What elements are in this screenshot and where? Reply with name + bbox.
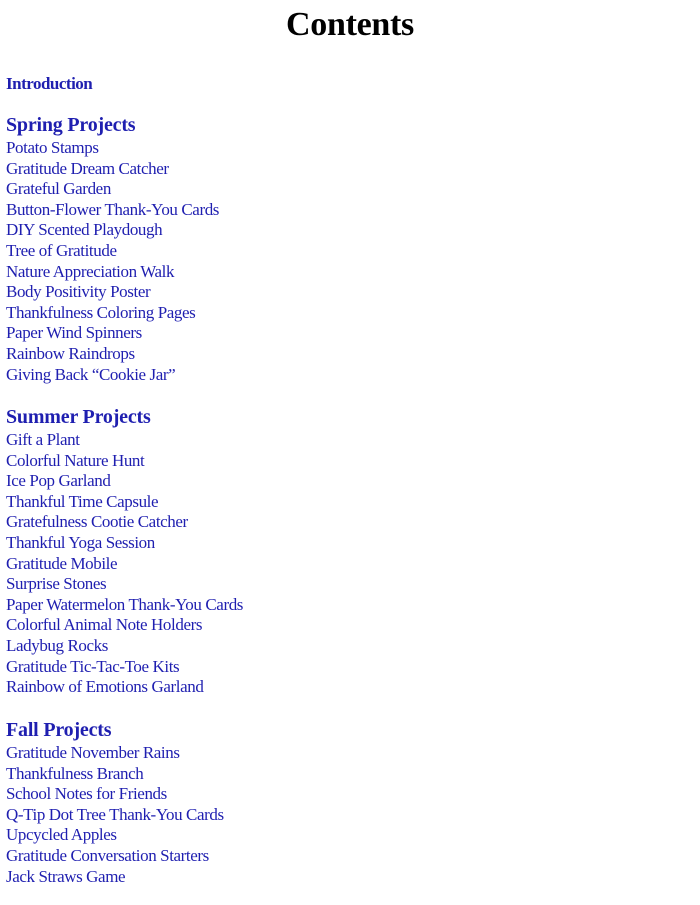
toc-link[interactable]: Gratitude Conversation Starters <box>6 845 209 865</box>
list-item <box>6 365 219 386</box>
list-item <box>6 200 219 221</box>
list-item <box>6 492 243 513</box>
toc-link[interactable]: Gratitude Mobile <box>6 553 118 573</box>
page-title: Contents <box>286 6 414 43</box>
toc-link[interactable]: Thankful Time Capsule <box>6 491 159 511</box>
list-item <box>6 241 219 262</box>
list-item <box>6 430 243 451</box>
list-item <box>6 846 224 867</box>
toc-link[interactable]: Ice Pop Garland <box>6 471 111 491</box>
toc-link[interactable]: Gratitude November Rains <box>6 743 180 762</box>
toc-link[interactable]: Thankfulness Coloring Pages <box>6 302 196 322</box>
toc-link[interactable]: Nature Appreciation Walk <box>6 261 175 281</box>
list-item <box>6 262 219 283</box>
toc-link[interactable]: Thankfulness Branch <box>6 763 144 783</box>
toc-link[interactable]: Body Positivity Poster <box>6 282 151 302</box>
toc-link[interactable]: Upcycled Apples <box>6 825 117 845</box>
list-item <box>6 574 243 595</box>
list-item <box>6 595 243 616</box>
toc-link[interactable]: Surprise Stones <box>6 574 107 594</box>
section-heading-summer[interactable]: Summer Projects <box>6 406 151 428</box>
list-item <box>6 805 224 826</box>
list-item <box>6 179 219 200</box>
toc-link[interactable]: Ladybug Rocks <box>6 635 108 655</box>
toc-link[interactable]: School Notes for Friends <box>6 784 167 804</box>
toc-link[interactable]: Gratitude Dream Catcher <box>6 158 169 178</box>
toc-section-fall <box>6 717 224 887</box>
toc-link[interactable]: Grateful Garden <box>6 179 111 199</box>
list-item <box>6 615 243 636</box>
list-item <box>6 743 224 764</box>
section-heading-spring[interactable]: Spring Projects <box>6 114 136 136</box>
toc-link[interactable]: Button-Flower Thank-You Cards <box>6 199 220 219</box>
list-item <box>6 451 243 472</box>
toc-link[interactable]: DIY Scented Playdough <box>6 220 163 240</box>
list-item <box>6 323 219 344</box>
toc-link[interactable]: Colorful Animal Note Holders <box>6 615 203 635</box>
section-heading-fall[interactable]: Fall Projects <box>6 719 112 741</box>
toc-link[interactable]: Tree of Gratitude <box>6 240 117 260</box>
toc-link[interactable]: Thankful Yoga Session <box>6 532 155 552</box>
list-item <box>6 657 243 678</box>
list-item <box>6 303 219 324</box>
toc-link[interactable]: Paper Wind Spinners <box>6 323 142 343</box>
toc-link[interactable]: Gratefulness Cootie Catcher <box>6 512 188 532</box>
list-item <box>6 764 224 785</box>
list-item <box>6 138 219 159</box>
list-item <box>6 220 219 241</box>
toc-link[interactable]: Paper Watermelon Thank-You Cards <box>6 594 244 614</box>
list-item <box>6 825 224 846</box>
list-item <box>6 512 243 533</box>
toc-link[interactable]: Potato Stamps <box>6 138 99 157</box>
toc-link-introduction[interactable]: Introduction <box>6 74 93 93</box>
toc-link[interactable]: Jack Straws Game <box>6 866 126 886</box>
toc-list-spring <box>6 138 219 385</box>
toc-section-summer <box>6 404 243 698</box>
toc-link[interactable]: Gratitude Tic-Tac-Toe Kits <box>6 656 180 676</box>
list-item <box>6 636 243 657</box>
toc-list-fall <box>6 743 224 887</box>
list-item <box>6 677 243 698</box>
list-item <box>6 471 243 492</box>
list-item <box>6 344 219 365</box>
toc-link[interactable]: Gift a Plant <box>6 430 80 449</box>
list-item <box>6 554 243 575</box>
toc-link[interactable]: Rainbow of Emotions Garland <box>6 677 204 697</box>
toc-link[interactable]: Q-Tip Dot Tree Thank-You Cards <box>6 804 224 824</box>
list-item <box>6 282 219 303</box>
list-item <box>6 533 243 554</box>
toc-list-summer <box>6 430 243 698</box>
list-item <box>6 867 224 888</box>
list-item <box>6 784 224 805</box>
toc-section-spring <box>6 112 219 385</box>
list-item <box>6 159 219 180</box>
toc-link[interactable]: Colorful Nature Hunt <box>6 450 145 470</box>
toc-link[interactable]: Giving Back “Cookie Jar” <box>6 364 176 384</box>
toc-link[interactable]: Rainbow Raindrops <box>6 343 135 363</box>
